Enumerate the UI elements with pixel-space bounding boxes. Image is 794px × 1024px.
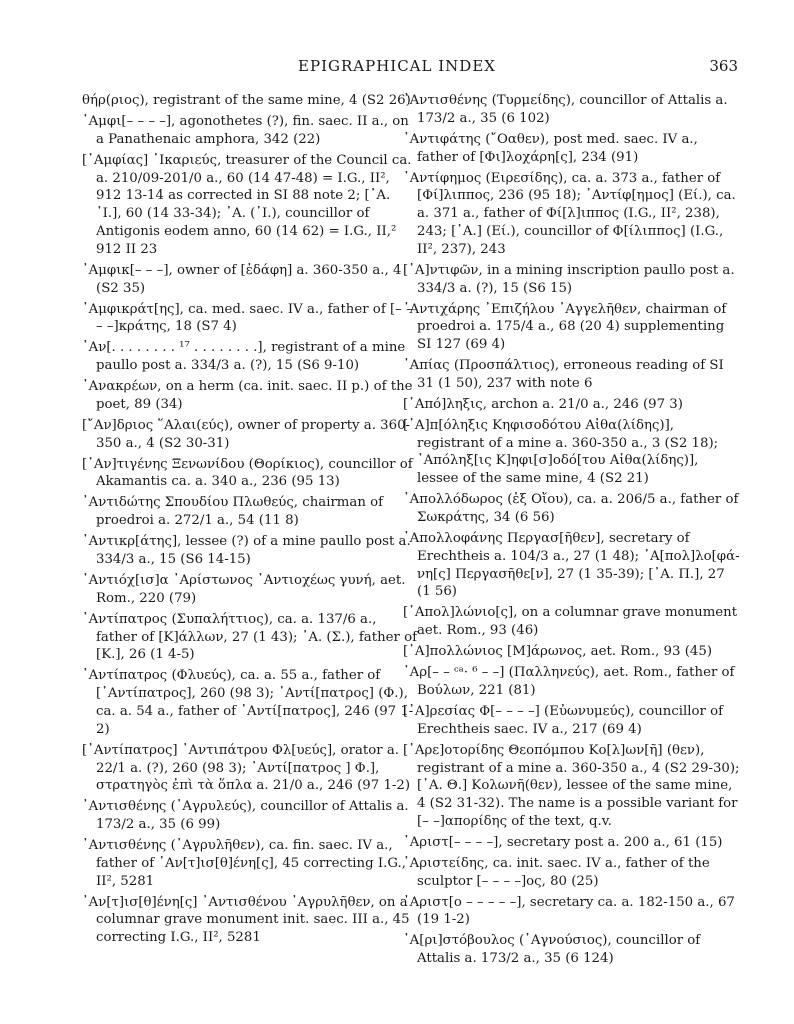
index-entry: [῎Αν]δριος ῞Αλαι(εύς), owner of property a. 360-350 a., 4 (S2 30-31) bbox=[82, 417, 411, 451]
index-entry: [᾿Α]ρεσίας Φ[– – – –] (Εὐωνυμεύς), councillor of Erechtheis saec. IV a., 217 (69 4) bbox=[403, 703, 724, 737]
index-entry: [᾿Α]π[όληξις Κηφισοδότου Αἰθα(λίδης)], registrant of a mine a. 360-350 a., 3 (S2 18); ᾿Απόληξ[ις Κ]ηφι[σ]οδό[του Αἰθα(λίδης)], lessee of the same mine, 4 (S2 21) bbox=[403, 417, 719, 487]
index-entry: [᾿Α]πολλώνιος [Μ]άρωνος, aet. Rom., 93 (45) bbox=[403, 644, 713, 660]
index-entry: ᾿Αν[τ]ισ[θ]ένη[ς] ᾿Αντισθένου ᾿Αγρυλῆθεν, on a columnar grave monument init. saec. III a., 45 correcting I.G., II², 5281 bbox=[82, 894, 410, 946]
index-entry: ᾿Αντιφάτης (῎Οαθεν), post med. saec. IV a., father of [Φι]λοχάρη[ς], 234 (91) bbox=[403, 131, 698, 165]
index-entry: [᾿Αν]τιγένης Ξενωνίδου (Θορίκιος), councillor of Akamantis ca. a. 340 a., 236 (95 13) bbox=[82, 456, 413, 490]
index-entry: [᾿Α]ντιφῶν, in a mining inscription paullo post a. 334/3 a. (?), 15 (S6 15) bbox=[403, 262, 735, 296]
index-entry: ᾿Απίας (Προσπάλτιος), erroneous reading of SI 31 (1 50), 237 with note 6 bbox=[403, 358, 724, 391]
index-entry: ᾿Αντικρ[άτης], lessee (?) of a mine paullo post a. 334/3 a., 15 (S6 14-15) bbox=[82, 534, 411, 567]
index-entry: ᾿Αν[. . . . . . . . ¹⁷ . . . . . . . .], registrant of a mine paullo post a. 334/3 a. (?), 15 (S6 9-10) bbox=[82, 340, 406, 374]
index-entry: ᾿Αριστείδης, ca. init. saec. IV a., father of the sculptor [– – – –]ος, 80 (25) bbox=[403, 855, 710, 889]
running-title: EPIGRAPHICAL INDEX bbox=[298, 57, 496, 75]
index-entry: [᾿Αντίπατρος] ᾿Αντιπάτρου Φλ[υεύς], orator a. 22/1 a. (?), 260 (98 3); ᾿Αντί[πατρος ] Φ.], στρατηγὸς ἐπὶ τὰ ὅπλα a. 21/0 a., 246 (97 1-2) bbox=[82, 742, 411, 794]
left-column bbox=[82, 92, 418, 950]
index-entry: ᾿Αρ[– – ᶜᵃ· ⁶ – –] (Παλληνεύς), aet. Rom., father of Βούλων, 221 (81) bbox=[403, 665, 735, 698]
index-entry: ᾿Α[ρι]στόβουλος (᾿Αγνούσιος), councillor of Attalis a. 173/2 a., 35 (6 124) bbox=[403, 933, 701, 967]
index-entry: ᾿Αντίφημος (Ειρεσίδης), ca. a. 373 a., father of [Φί]λιππος, 236 (95 18); ᾿Αντίφ[ημος] (Eί.), ca. a. 371 a., father of Φί[λ]ιππος (I.G., II², 238), 243; [᾿Α.] (Eί.), councillor of Φ[ίλιππος] (I.G., II², 237), 243 bbox=[403, 170, 736, 257]
index-entry: ᾿Αντισθένης (᾿Αγρυλεύς), councillor of Attalis a. 173/2 a., 35 (6 99) bbox=[82, 799, 409, 833]
right-column bbox=[403, 92, 741, 971]
index-entry: [᾿Αμφίας] ᾿Ικαριεύς, treasurer of the Council ca. a. 210/09-201/0 a., 60 (14 47-48) = I.G., II², 912 13-14 as corrected in SI 88 note 2; [᾿Α. ᾿Ι.], 60 (14 33-34); ᾿Α. (᾿Ι.), councillor of Antigonis eodem anno, 60 (14 62) = I.G., II,² 912 II 23 bbox=[82, 152, 412, 257]
index-entry: ᾿Ανακρέων, on a herm (ca. init. saec. II p.) of the poet, 89 (34) bbox=[82, 379, 413, 412]
index-entry: ᾿Αμφικράτ[ης], ca. med. saec. IV a., father of [– – – –]κράτης, 18 (S7 4) bbox=[82, 301, 413, 335]
page-number: 363 bbox=[709, 57, 738, 75]
index-entry: ᾿Αντισθένης (᾿Αγρυλῆθεν), ca. fin. saec. IV a., father of ᾿Αν[τ]ισ[θ]ένη[ς], 45 correcting I.G., II², 5281 bbox=[82, 838, 406, 889]
index-entry: ᾿Αντίπατρος (Συπαλήττιος), ca. a. 137/6 a., father of [Κ]άλλων, 27 (1 43); ᾿Α. (Σ.), father of [Κ.], 26 (1 4-5) bbox=[82, 611, 418, 663]
index-entry: ᾿Αντισθένης (Τυρμείδης), councillor of Attalis a. 173/2 a., 35 (6 102) bbox=[403, 93, 728, 126]
index-entry: θήρ(ριος), registrant of the same mine, 4 (S2 26) bbox=[82, 93, 411, 108]
index-entry: ᾿Αντίπατρος (Φλυεύς), ca. a. 55 a., father of [᾿Αντίπατρος], 260 (98 3); ᾿Αντί[πατρος] (Φ.), ca. a. 54 a., father of ᾿Αντί[πατρος], 246 (97 1-2) bbox=[82, 668, 414, 737]
index-entry: ᾿Αντιχάρης ᾿Επιζήλου ᾿Αγγελῆθεν, chairman of proedroi a. 175/4 a., 68 (20 4) supplementing SI 127 (69 4) bbox=[403, 301, 727, 353]
index-entry: ᾿Αντιδώτης Σπουδίου Πλωθεύς, chairman of proedroi a. 272/1 a., 54 (11 8) bbox=[82, 495, 384, 529]
index-entry: ᾿Απολλόδωρος (ἐξ Οἴου), ca. a. 206/5 a., father of Σωκράτης, 34 (6 56) bbox=[403, 492, 739, 526]
index-entry: ᾿Αριστ[ο – – – – –], secretary ca. a. 182-150 a., 67 (19 1-2) bbox=[403, 894, 735, 928]
index-entry: ᾿Αριστ[– – – –], secretary post a. 200 a., 61 (15) bbox=[403, 834, 723, 850]
index-entry: ᾿Απολλοφάνης Περγασ[ῆθεν], secretary of Erechtheis a. 104/3 a., 27 (1 48); ᾿Α[πολ]λο[φά-νη[ς] Περγασῆθε[ν], 27 (1 35-39); [᾿Α. Π.], 27 (1 56) bbox=[403, 531, 740, 600]
index-entry: ᾿Αμφικ[– – –], owner of [ἐδάφη] a. 360-350 a., 4 (S2 35) bbox=[82, 262, 402, 296]
index-entry: ᾿Αντιόχ[ισ]α ᾿Αρίστωνος ᾿Αντιοχέως γυνή, aet. Rom., 220 (79) bbox=[82, 572, 406, 606]
index-entry: [᾿Αρε]οτορίδης Θεοπόμπου Κο[λ]ων[ῆ] (θεν), registrant of a mine a. 360-350 a., 4 (S2 29-30); [᾿Α. Θ.] Κολωνῆ(θεν), lessee of the same mine, 4 (S2 31-32). The name is a possible variant for [– –]απορίδης of the text, q.v. bbox=[403, 742, 740, 829]
index-entry: [᾿Από]ληξις, archon a. 21/0 a., 246 (97 3) bbox=[403, 396, 683, 412]
index-entry: ᾿Αμφι[– – – –], agonothetes (?), fin. saec. II a., on a Panathenaic amphora, 342 (22) bbox=[82, 113, 409, 147]
index-entry: [᾿Απολ]λώνιο[ς], on a columnar grave monument aet. Rom., 93 (46) bbox=[403, 605, 738, 639]
